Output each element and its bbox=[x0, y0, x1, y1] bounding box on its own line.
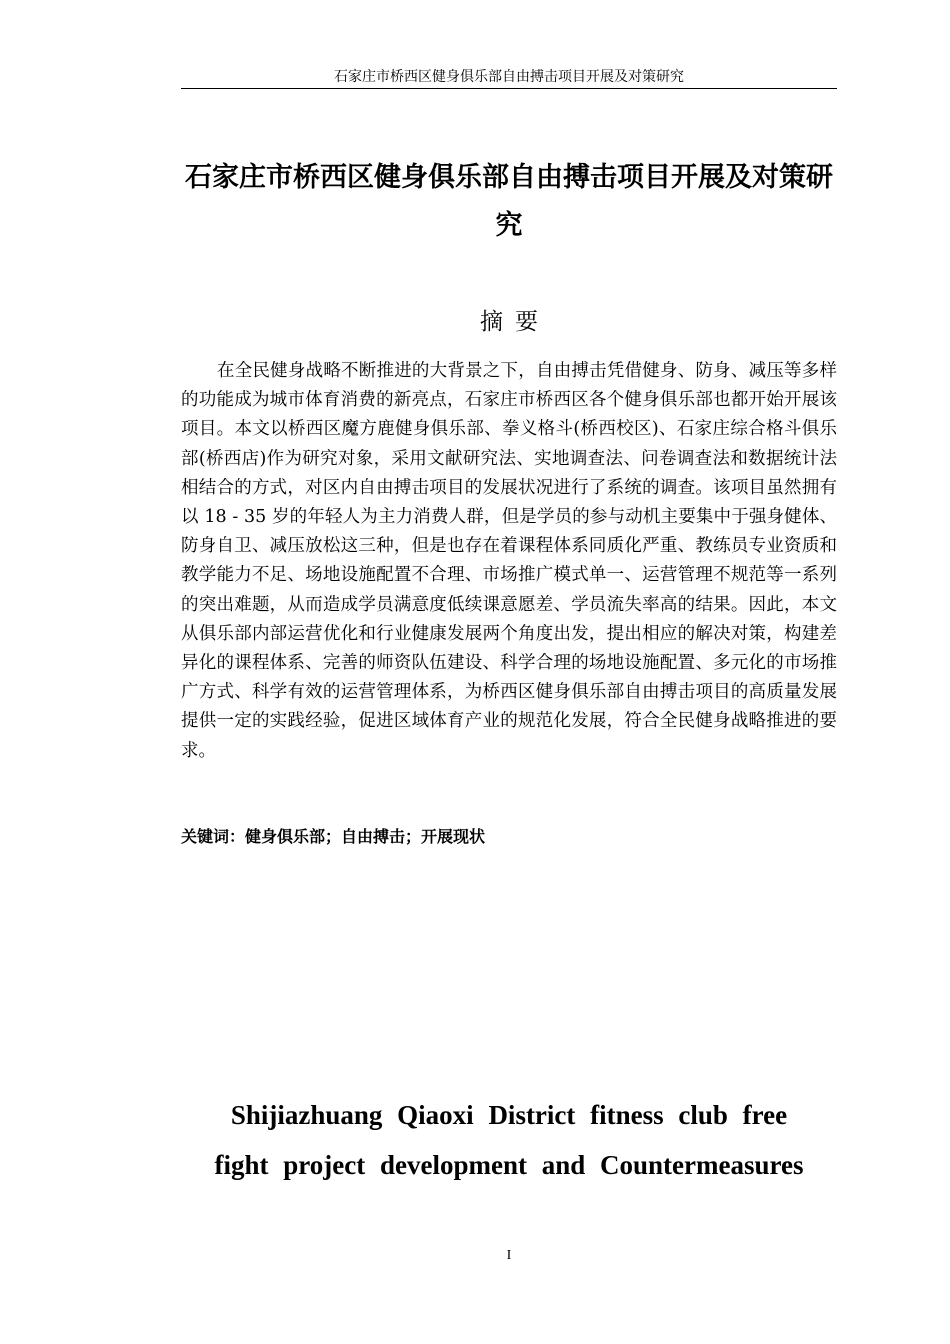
abstract-body: 在全民健身战略不断推进的大背景之下，自由搏击凭借健身、防身、减压等多样的功能成为城市体育消费的新亮点，石家庄市桥西区各个健身俱乐部也都开始开展该项目。本文以桥西区魔方鹿健身俱乐部、拳义格斗(桥西校区)、石家庄综合格斗俱乐部(桥西店)作为研究对象，采用文献研究法、实地调查法、问卷调查法和数据统计法相结合的方式，对区内自由搏击项目的发展状况进行了系统的调查。该项目虽然拥有以 18 - 35 岁的年轻人为主力消费人群，但是学员的参与动机主要集中于强身健体、防身自卫、减压放松这三种，但是也存在着课程体系同质化严重、教练员专业资质和教学能力不足、场地设施配置不合理、市场推广模式单一、运营管理不规范等一系列的突出难题，从而造成学员满意度低续课意愿差、学员流失率高的结果。因此，本文从俱乐部内部运营优化和行业健康发展两个角度出发，提出相应的解决对策，构建差异化的课程体系、完善的师资队伍建设、科学合理的场地设施配置、多元化的市场推广方式、科学有效的运营管理体系，为桥西区健身俱乐部自由搏击项目的高质量发展提供一定的实践经验，促进区域体育产业的规范化发展，符合全民健身战略推进的要求。 bbox=[181, 361, 837, 761]
page-number: I bbox=[506, 1248, 512, 1263]
keywords-line: 关键词：健身俱乐部；自由搏击；开展现状 bbox=[181, 827, 486, 846]
english-title bbox=[181, 1090, 837, 1190]
chinese-title: 石家庄市桥西区健身俱乐部自由搏击项目开展及对策研究 bbox=[185, 162, 833, 241]
running-header: 石家庄市桥西区健身俱乐部自由搏击项目开展及对策研究 bbox=[181, 66, 837, 89]
english-title-line-1: Shijiazhuang Qiaoxi District fitness club free bbox=[230, 1100, 788, 1130]
english-title-line-2: fight project development and Countermeasures bbox=[214, 1150, 804, 1180]
abstract-heading: 摘要 bbox=[480, 309, 550, 335]
